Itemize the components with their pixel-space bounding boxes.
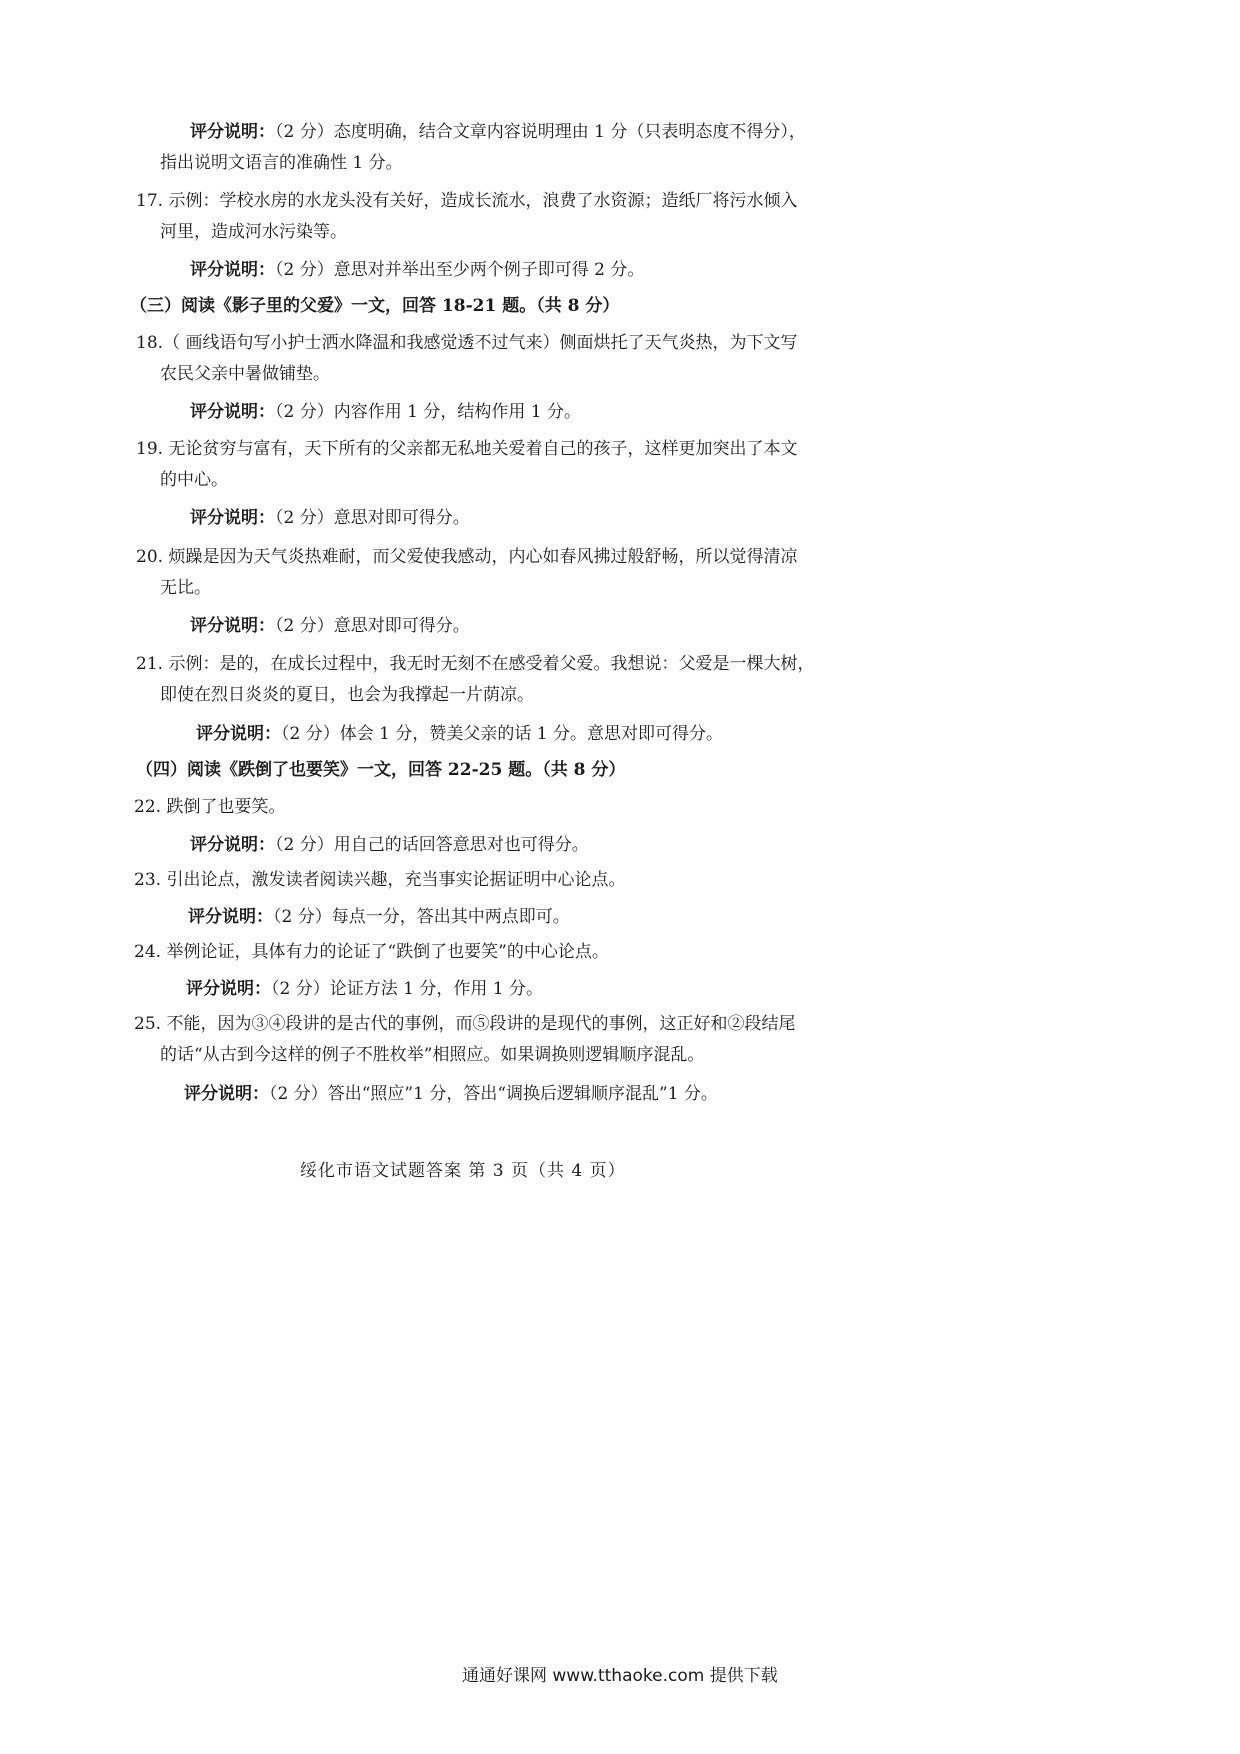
scoring-note-24 <box>186 977 543 1001</box>
scoring-label: 评分说明： <box>190 835 275 855</box>
scoring-label: 评分说明： <box>190 616 275 636</box>
scoring-note-18 <box>190 400 581 424</box>
scoring-note-25 <box>184 1082 718 1106</box>
scoring-text: （2 分）每点一分，答出其中两点即可。 <box>273 907 570 927</box>
answer-line: 河里，造成河水污染等。 <box>160 222 347 242</box>
answer-24: 24. 举例论证，具体有力的论证了“跌倒了也要笑”的中心论点。 <box>134 942 609 962</box>
scoring-text: （2 分）意思对即可得分。 <box>275 616 470 636</box>
answer-20: 20. 烦躁是因为天气炎热难耐，而父爱使我感动，内心如春风拂过般舒畅，所以觉得清凉 <box>136 547 798 567</box>
scoring-note-20 <box>190 614 470 638</box>
scoring-note-23 <box>188 905 570 929</box>
scoring-label: 评分说明： <box>190 402 275 422</box>
answer-18: 18.（ 画线语句写小护士洒水降温和我感觉透不过气来）侧面烘托了天气炎热，为下文写 <box>136 333 798 353</box>
answer-line: 无比。 <box>160 578 211 598</box>
scoring-note-19 <box>190 506 470 530</box>
page-footer: 绥化市语文试题答案 第 3 页（共 4 页） <box>300 1161 626 1181</box>
scoring-label: 评分说明： <box>190 260 275 280</box>
scoring-label: 评分说明： <box>196 724 281 744</box>
scoring-text: （2 分）用自己的话回答意思对也可得分。 <box>275 835 589 855</box>
answer-17: 17. 示例：学校水房的水龙头没有关好，造成长流水，浪费了水资源；造纸厂将污水倾入 <box>136 191 798 211</box>
scoring-label: 评分说明： <box>190 508 275 528</box>
watermark-footer: 通通好课网 www.tthaoke.com 提供下载 <box>462 1666 778 1686</box>
answer-line: 的话“从古到今这样的例子不胜枚举”相照应。如果调换则逻辑顺序混乱。 <box>160 1045 705 1065</box>
scoring-text: （2 分）态度明确，结合文章内容说明理由 1 分（只表明态度不得分）， <box>275 122 806 142</box>
scoring-label: 评分说明： <box>190 122 275 142</box>
scoring-note-21 <box>196 722 723 746</box>
scoring-note-16 <box>190 120 806 144</box>
section-heading-3: （三）阅读《影子里的父爱》一文，回答 18-21 题。（共 8 分） <box>130 296 620 316</box>
scoring-text: （2 分）答出“照应”1 分，答出“调换后逻辑顺序混乱”1 分。 <box>269 1084 718 1104</box>
scoring-label: 评分说明： <box>186 979 271 999</box>
scoring-label: 评分说明： <box>188 907 273 927</box>
scoring-note-17 <box>190 258 644 282</box>
answer-line: 农民父亲中暑做铺垫。 <box>160 364 330 384</box>
section-heading-4: （四）阅读《跌倒了也要笑》一文，回答 22-25 题。（共 8 分） <box>136 760 626 780</box>
scoring-text: （2 分）论证方法 1 分，作用 1 分。 <box>271 979 543 999</box>
answer-21: 21. 示例：是的，在成长过程中，我无时无刻不在感受着父爱。我想说：父爱是一棵大树， <box>136 654 815 674</box>
answer-23: 23. 引出论点，激发读者阅读兴趣，充当事实论据证明中心论点。 <box>134 870 626 890</box>
answer-25: 25. 不能，因为③④段讲的是古代的事例，而⑤段讲的是现代的事例，这正好和②段结尾 <box>134 1014 796 1034</box>
scoring-text: （2 分）意思对并举出至少两个例子即可得 2 分。 <box>275 260 645 280</box>
answer-line: 指出说明文语言的准确性 1 分。 <box>160 153 403 173</box>
scoring-text: （2 分）意思对即可得分。 <box>275 508 470 528</box>
scoring-label: 评分说明： <box>184 1084 269 1104</box>
answer-19: 19. 无论贫穷与富有，天下所有的父亲都无私地关爱着自己的孩子，这样更加突出了本文 <box>136 439 798 459</box>
answer-line: 的中心。 <box>160 470 228 490</box>
scoring-text: （2 分）体会 1 分，赞美父亲的话 1 分。意思对即可得分。 <box>281 724 723 744</box>
scoring-text: （2 分）内容作用 1 分，结构作用 1 分。 <box>275 402 581 422</box>
scoring-note-22 <box>190 833 589 857</box>
answer-line: 即使在烈日炎炎的夏日，也会为我撑起一片荫凉。 <box>160 685 534 705</box>
answer-22: 22. 跌倒了也要笑。 <box>134 797 286 817</box>
